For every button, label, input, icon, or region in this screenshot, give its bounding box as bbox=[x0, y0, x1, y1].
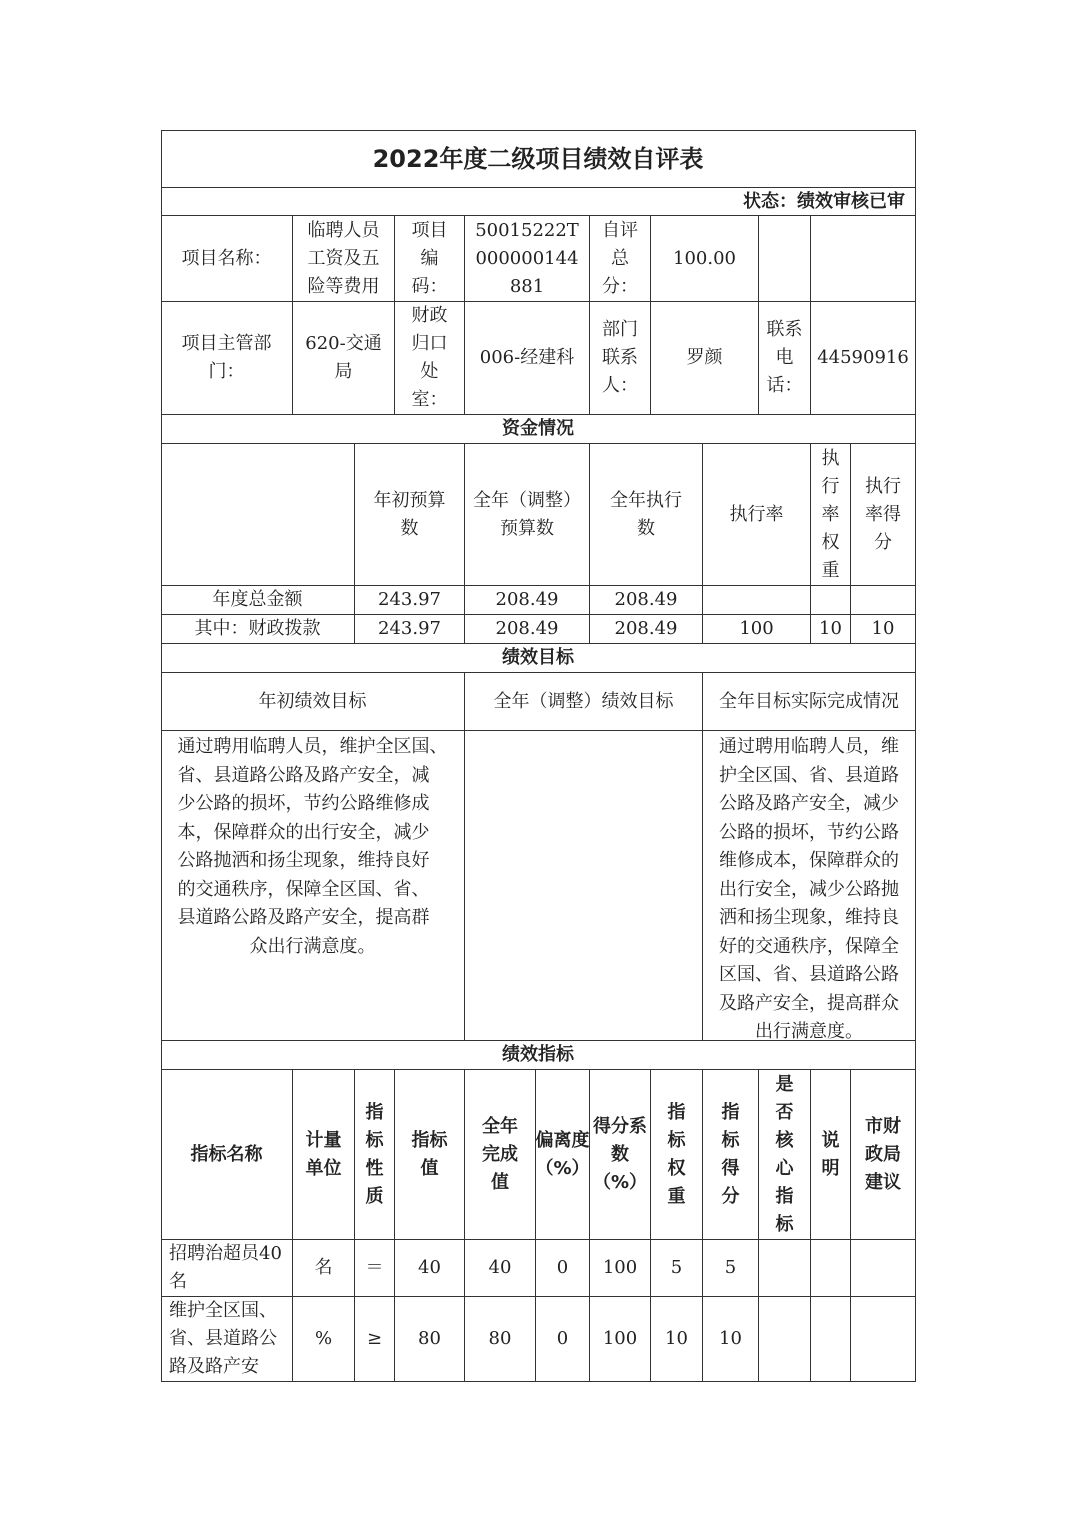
funds-cell: 10 bbox=[811, 615, 851, 644]
indicator-actual: 40 bbox=[465, 1240, 536, 1297]
paragraph-line: 公路及路产安全，减少 bbox=[719, 793, 899, 814]
indicator-header: 计量单位 bbox=[293, 1070, 355, 1240]
funds-cell: 243.97 bbox=[355, 615, 465, 644]
indicator-name: 招聘治超员40名 bbox=[161, 1240, 293, 1297]
indicator-header: 市财政局建议 bbox=[851, 1070, 916, 1240]
indicator-header: 指标权重 bbox=[651, 1070, 703, 1240]
indicator-weight: 10 bbox=[651, 1297, 703, 1382]
finance-office-value: 006-经建科 bbox=[465, 302, 590, 415]
paragraph-line: 区国、省、县道路公路 bbox=[719, 964, 899, 985]
funds-cell: 208.49 bbox=[590, 586, 703, 615]
funds-header: 年初预算数 bbox=[355, 444, 465, 586]
indicator-unit: 名 bbox=[293, 1240, 355, 1297]
phone-value: 44590916 bbox=[811, 302, 916, 415]
paragraph-line: 公路抛洒和扬尘现象，维持良好 bbox=[177, 850, 430, 871]
dept-value: 620-交通局 bbox=[293, 302, 395, 415]
indicator-header: 指标名称 bbox=[161, 1070, 293, 1240]
funds-header: 执行率得分 bbox=[851, 444, 916, 586]
indicator-weight: 5 bbox=[651, 1240, 703, 1297]
indicator-advice bbox=[851, 1297, 916, 1382]
indicator-header: 是否核心指标 bbox=[759, 1070, 811, 1240]
goals-header: 全年目标实际完成情况 bbox=[703, 673, 916, 731]
indicator-note bbox=[811, 1240, 851, 1297]
project-name-label: 项目名称： bbox=[161, 216, 293, 302]
indicators-section-title: 绩效指标 bbox=[161, 1041, 916, 1070]
finance-office-label: 财政归口处室： bbox=[395, 302, 465, 415]
funds-cell: 100 bbox=[703, 615, 811, 644]
indicator-header: 说明 bbox=[811, 1070, 851, 1240]
project-name-value: 临聘人员工资及五险等费用 bbox=[293, 216, 395, 302]
paragraph-line: 本，保障群众的出行安全，减少 bbox=[177, 821, 430, 843]
indicator-score: 10 bbox=[703, 1297, 759, 1382]
self-score-label: 自评总分： bbox=[590, 216, 651, 302]
self-score-value: 100.00 bbox=[651, 216, 759, 302]
funds-row-label: 年度总金额 bbox=[161, 586, 355, 615]
indicator-target: 40 bbox=[395, 1240, 465, 1297]
indicator-target: 80 bbox=[395, 1297, 465, 1382]
indicator-actual: 80 bbox=[465, 1297, 536, 1382]
funds-section-title: 资金情况 bbox=[161, 415, 916, 444]
indicator-core bbox=[759, 1240, 811, 1297]
paragraph-line: 好的交通秩序，保障全 bbox=[719, 935, 899, 957]
indicator-coef: 100 bbox=[590, 1240, 651, 1297]
indicator-nature: ≥ bbox=[355, 1297, 395, 1382]
paragraph-line: 公路的损坏，节约公路 bbox=[719, 821, 899, 843]
indicator-unit: % bbox=[293, 1297, 355, 1382]
indicator-header: 偏离度（%） bbox=[536, 1070, 590, 1240]
funds-cell bbox=[851, 586, 916, 615]
paragraph-line: 众出行满意度。 bbox=[249, 935, 376, 957]
indicator-name: 维护全区国、省、县道路公路及路产安 bbox=[161, 1297, 293, 1382]
goals-header: 年初绩效目标 bbox=[161, 673, 465, 731]
indicator-deviation: 0 bbox=[536, 1240, 590, 1297]
funds-header-empty bbox=[161, 444, 355, 586]
indicator-deviation: 0 bbox=[536, 1297, 590, 1382]
phone-label: 联系电话： bbox=[759, 302, 811, 415]
funds-row-label: 其中：财政拨款 bbox=[161, 615, 355, 644]
funds-cell: 208.49 bbox=[465, 586, 590, 615]
indicator-nature: ＝ bbox=[355, 1240, 395, 1297]
paragraph-line: 及路产安全，提高群众 bbox=[719, 992, 899, 1014]
indicator-header: 全年完成值 bbox=[465, 1070, 536, 1240]
funds-cell: 208.49 bbox=[465, 615, 590, 644]
goal-initial-text bbox=[161, 731, 465, 1041]
funds-header: 执行率 bbox=[703, 444, 811, 586]
funds-header: 全年（调整）预算数 bbox=[465, 444, 590, 586]
indicator-header: 得分系数（%） bbox=[590, 1070, 651, 1240]
indicator-core bbox=[759, 1297, 811, 1382]
status-text: 状态：绩效审核已审 bbox=[161, 188, 916, 216]
paragraph-line: 的交通秩序，保障全区国、省、 bbox=[177, 878, 430, 900]
dept-label: 项目主管部门： bbox=[161, 302, 293, 415]
empty-cell bbox=[759, 216, 811, 302]
indicator-header: 指标得分 bbox=[703, 1070, 759, 1240]
contact-label: 部门联系人： bbox=[590, 302, 651, 415]
paragraph-line: 出行满意度。 bbox=[755, 1021, 863, 1042]
funds-cell: 10 bbox=[851, 615, 916, 644]
indicator-header: 指标值 bbox=[395, 1070, 465, 1240]
paragraph-line: 通过聘用临聘人员，维 bbox=[719, 736, 899, 757]
goals-header: 全年（调整）绩效目标 bbox=[465, 673, 703, 731]
indicator-score: 5 bbox=[703, 1240, 759, 1297]
empty-cell bbox=[811, 216, 916, 302]
funds-cell: 208.49 bbox=[590, 615, 703, 644]
paragraph-line: 少公路的损坏，节约公路维修成 bbox=[177, 793, 430, 814]
page-title: 2022年度二级项目绩效自评表 bbox=[161, 130, 916, 188]
contact-value: 罗颜 bbox=[651, 302, 759, 415]
paragraph-line: 出行安全，减少公路抛 bbox=[719, 878, 899, 900]
paragraph-line: 维修成本，保障群众的 bbox=[719, 850, 899, 871]
funds-header: 执行率权重 bbox=[811, 444, 851, 586]
funds-cell bbox=[703, 586, 811, 615]
funds-cell: 243.97 bbox=[355, 586, 465, 615]
project-code-value: 50015222T000000144881 bbox=[465, 216, 590, 302]
paragraph-line: 省、县道路公路及路产安全，减 bbox=[177, 764, 430, 786]
indicator-header: 指标性质 bbox=[355, 1070, 395, 1240]
goal-actual-text bbox=[703, 731, 916, 1041]
funds-cell bbox=[811, 586, 851, 615]
paragraph-line: 通过聘用临聘人员，维护全区国、 bbox=[177, 736, 448, 757]
funds-header: 全年执行数 bbox=[590, 444, 703, 586]
indicator-note bbox=[811, 1297, 851, 1382]
goal-adjusted-text bbox=[465, 731, 703, 1041]
indicator-advice bbox=[851, 1240, 916, 1297]
paragraph-line: 护全区国、省、县道路 bbox=[719, 764, 899, 786]
paragraph-line: 县道路公路及路产安全，提高群 bbox=[177, 907, 430, 928]
indicator-coef: 100 bbox=[590, 1297, 651, 1382]
goals-section-title: 绩效目标 bbox=[161, 644, 916, 673]
project-code-label: 项目编码： bbox=[395, 216, 465, 302]
paragraph-line: 洒和扬尘现象，维持良 bbox=[719, 907, 899, 928]
